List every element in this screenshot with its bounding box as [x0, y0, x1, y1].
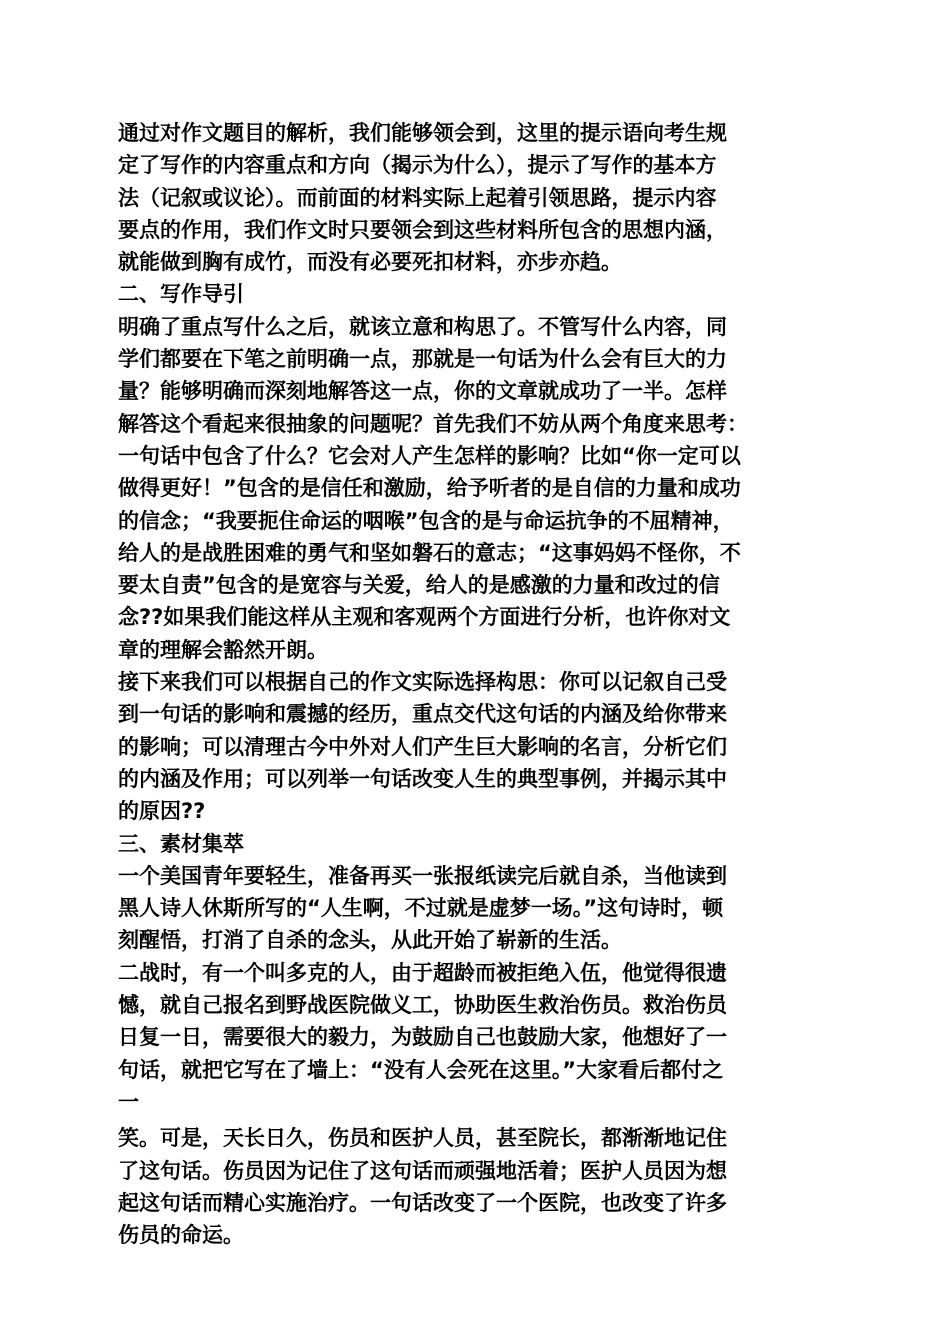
text-line: 伤员的命运。 — [118, 1223, 244, 1248]
text-line: 给人的是战胜困难的勇气和坚如磐石的意志；“这事妈妈不怪你，不 — [118, 540, 741, 565]
text-line: 起这句话而精心实施治疗。一句话改变了一个医院，也改变了许多 — [118, 1190, 727, 1215]
section-heading: 二、写作导引 — [118, 282, 244, 307]
text-line: 念??如果我们能这样从主观和客观两个方面进行分析，也许你对文 — [118, 605, 731, 630]
text-line: 做得更好！”包含的是信任和激励，给予听者的是自信的力量和成功 — [118, 476, 741, 501]
text-line: 刻醒悟，打消了自杀的念头，从此开始了崭新的生活。 — [118, 928, 622, 953]
text-line: 解答这个看起来很抽象的问题呢？首先我们不妨从两个角度来思考： — [118, 411, 748, 436]
text-line: 了这句话。伤员因为记住了这句话而顽强地活着；医护人员因为想 — [118, 1158, 727, 1183]
text-line: 学们都要在下笔之前明确一点，那就是一句话为什么会有巨大的力 — [118, 347, 727, 372]
text-line: 法（记叙或议论）。而前面的材料实际上起着引领思路，提示内容 — [118, 185, 717, 210]
text-line: 要点的作用，我们作文时只要领会到这些材料所包含的思想内涵， — [118, 217, 727, 242]
text-line: 章的理解会豁然开朗。 — [118, 637, 328, 662]
section-heading: 三、素材集萃 — [118, 831, 244, 856]
text-line: 笑。可是，天长日久，伤员和医护人员，甚至院长，都渐渐地记住 — [118, 1126, 727, 1151]
text-line: 二战时，有一个叫多克的人，由于超龄而被拒绝入伍，他觉得很遗 — [118, 960, 727, 985]
text-line: 的影响；可以清理古今中外对人们产生巨大影响的名言，分析它们 — [118, 734, 727, 759]
text-line: 憾，就自己报名到野战医院做义工，协助医生救治伤员。救治伤员 — [118, 993, 727, 1018]
text-line: 日复一日，需要很大的毅力，为鼓励自己也鼓励大家，他想好了一 — [118, 1025, 727, 1050]
text-line: 一 — [118, 1089, 139, 1114]
text-line: 的原因?? — [118, 799, 206, 824]
text-line: 一句话中包含了什么？它会对人产生怎样的影响？比如“你一定可以 — [118, 443, 741, 468]
text-line: 的内涵及作用；可以列举一句话改变人生的典型事例，并揭示其中 — [118, 766, 727, 791]
text-line: 一个美国青年要轻生，准备再买一张报纸读完后就自杀，当他读到 — [118, 863, 727, 888]
text-line: 要太自责”包含的是宽容与关爱，给人的是感激的力量和改过的信 — [118, 573, 720, 598]
text-line: 明确了重点写什么之后，就该立意和构思了。不管写什么内容，同 — [118, 314, 727, 339]
text-line: 量？能够明确而深刻地解答这一点，你的文章就成功了一半。怎样 — [118, 379, 727, 404]
document-body — [118, 117, 838, 1251]
text-line: 通过对作文题目的解析，我们能够领会到，这里的提示语向考生规 — [118, 121, 727, 145]
text-line: 黑人诗人休斯所写的“人生啊，不过就是虚梦一场。”这句诗时，顿 — [118, 896, 724, 921]
text-line: 句话，就把它写在了墙上：“没有人会死在这里。”大家看后都付之 — [118, 1057, 724, 1082]
text-line: 接下来我们可以根据自己的作文实际选择构思：你可以记叙自己受 — [118, 670, 727, 695]
text-line: 到一句话的影响和震撼的经历，重点交代这句话的内涵及给你带来 — [118, 702, 727, 727]
text-line: 定了写作的内容重点和方向（揭示为什么），提示了写作的基本方 — [118, 153, 717, 178]
text-line: 的信念；“我要扼住命运的咽喉”包含的是与命运抗争的不屈精神， — [118, 508, 734, 533]
text-line: 就能做到胸有成竹，而没有必要死扣材料，亦步亦趋。 — [118, 250, 622, 275]
